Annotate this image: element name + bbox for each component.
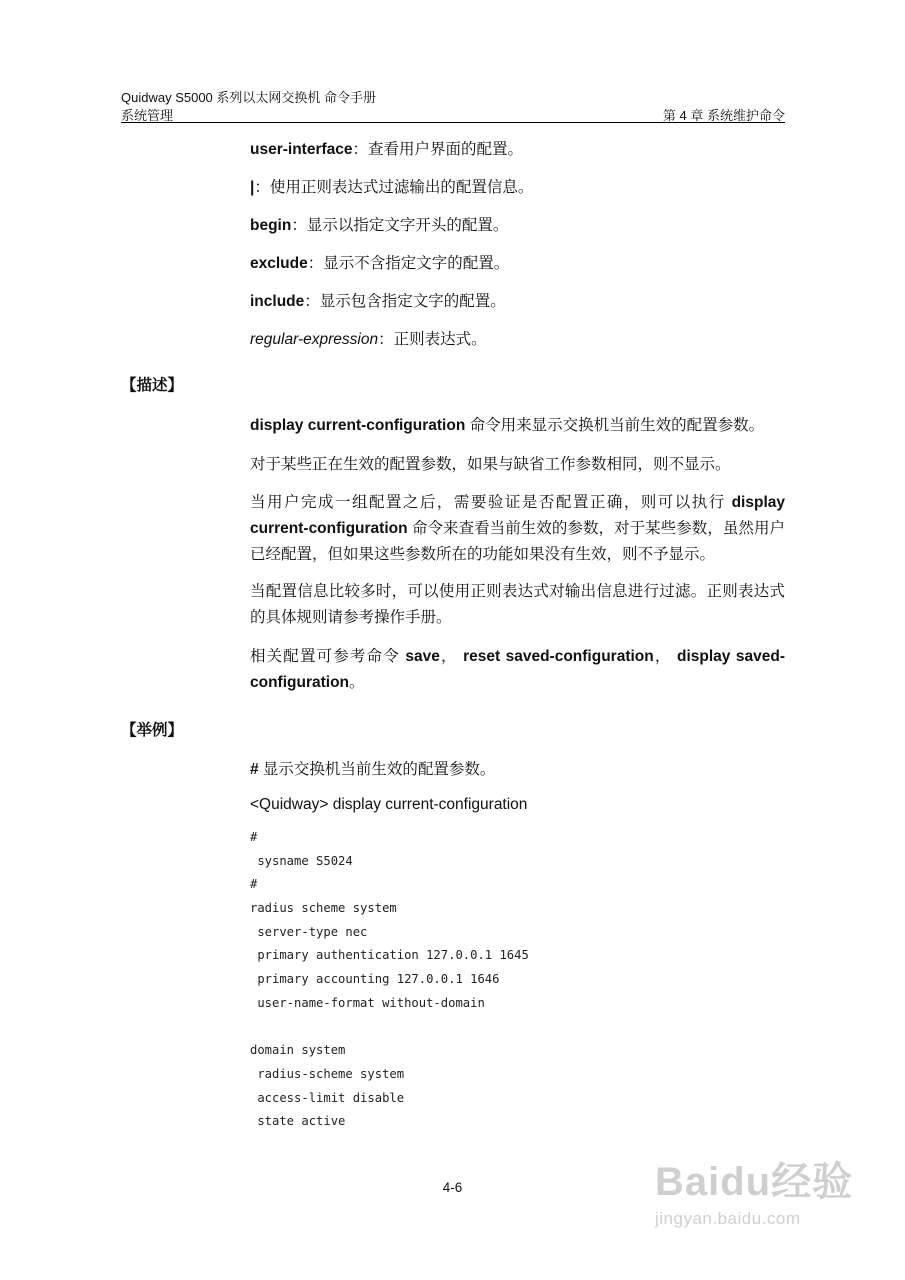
config-line: access-limit disable <box>250 1090 405 1105</box>
example-command: <Quidway> display current-configuration <box>250 796 528 813</box>
example-comment: # 显示交换机当前生效的配置参数。 <box>250 761 496 778</box>
description-heading: 【描述】 <box>121 377 184 394</box>
param-exclude: exclude：显示不含指定文字的配置。 <box>250 255 510 272</box>
config-line: radius scheme system <box>250 901 397 916</box>
description-paragraph-2: 对于某些正在生效的配置参数，如果与缺省工作参数相同，则不显示。 <box>250 456 731 473</box>
description-paragraph-4: 当配置信息比较多时，可以使用正则表达式对输出信息进行过滤。正则表达式的具体规则请参考操作手册。 <box>250 583 785 626</box>
watermark-url: jingyan.baidu.com <box>655 1209 801 1228</box>
param-regular-expression: regular-expression：正则表达式。 <box>250 331 487 348</box>
manual-title: Quidway S5000 系列以太网交换机 命令手册 <box>121 90 377 105</box>
config-line: server-type nec <box>250 924 368 939</box>
section-name: 系统管理 <box>121 108 174 123</box>
chapter-name: 第 4 章 系统维护命令 <box>662 108 785 123</box>
config-output <box>250 826 529 1134</box>
watermark-logo: Baidu经验 <box>655 1160 854 1204</box>
config-line: domain system <box>250 1043 346 1058</box>
param-begin: begin：显示以指定文字开头的配置。 <box>250 217 509 234</box>
config-line: user-name-format without-domain <box>250 995 485 1010</box>
config-line: primary authentication 127.0.0.1 1645 <box>250 948 529 963</box>
page-number: 4-6 <box>442 1180 463 1195</box>
description-paragraph-5: 相关配置可参考命令 save， reset saved-configuration， display saved-configuration。 <box>250 648 785 691</box>
param-user-interface: user-interface：查看用户界面的配置。 <box>250 141 524 158</box>
config-line: state active <box>250 1114 346 1129</box>
config-line: primary accounting 127.0.0.1 1646 <box>250 972 500 987</box>
config-line: sysname S5024 <box>250 853 353 868</box>
param-include: include：显示包含指定文字的配置。 <box>250 293 506 310</box>
config-line <box>250 1016 529 1040</box>
param-pipe: |：使用正则表达式过滤输出的配置信息。 <box>250 179 534 196</box>
baidu-watermark <box>655 1150 855 1240</box>
description-paragraph-3: 当用户完成一组配置之后，需要验证是否配置正确，则可以执行 display current-configuration 命令来查看当前生效的参数，对于某些参数，虽然用户已经配置，但如果这些参数所在的功能如果没有生效，则不予显示。 <box>250 494 785 563</box>
config-line: # <box>250 830 258 844</box>
description-paragraph-1: display current-configuration 命令用来显示交换机当前生效的配置参数。 <box>250 417 765 434</box>
header-rule <box>121 122 785 123</box>
example-heading: 【举例】 <box>121 722 184 739</box>
config-line: # <box>250 877 258 892</box>
config-line: radius-scheme system <box>250 1066 405 1081</box>
